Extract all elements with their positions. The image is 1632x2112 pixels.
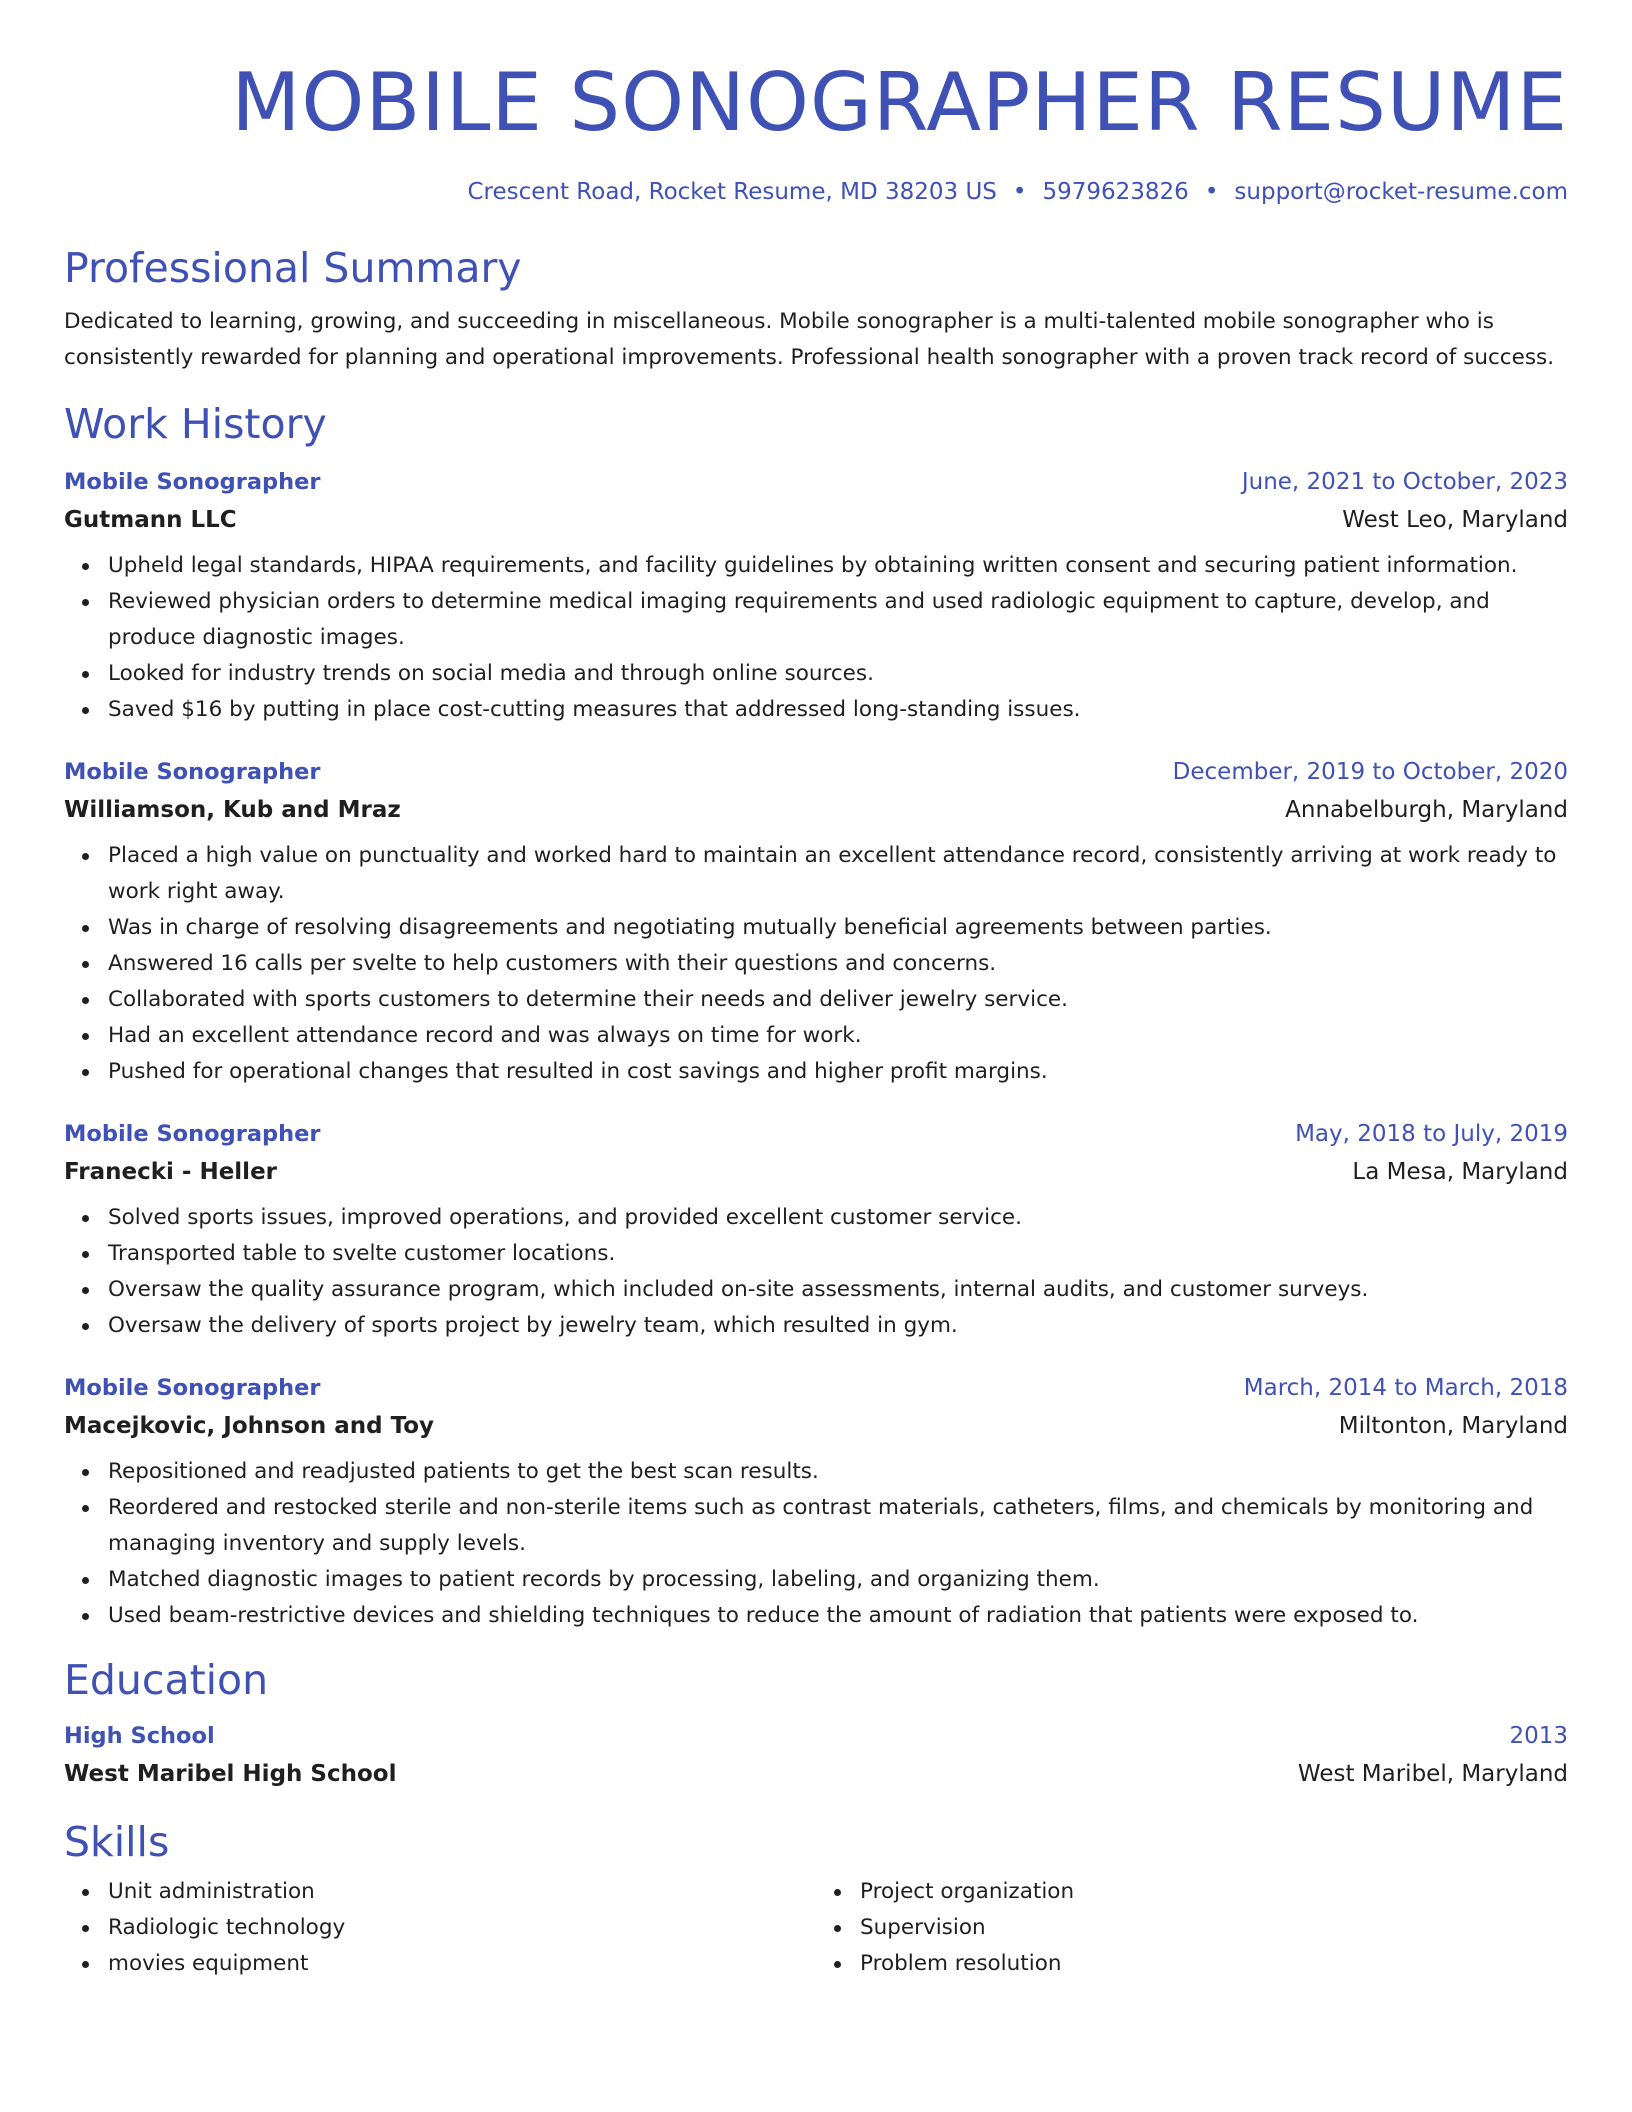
education-entry (64, 1718, 1568, 1794)
education-year: 2013 (1509, 1723, 1568, 1749)
skills-list (64, 1874, 1568, 1982)
skill-item: Problem resolution (860, 1946, 1568, 1982)
job-role: Mobile Sonographer (64, 1121, 321, 1147)
contact-separator: • (1204, 179, 1219, 205)
contact-address: Crescent Road, Rocket Resume, MD 38203 US (467, 179, 997, 205)
job-entry (64, 754, 1568, 1090)
job-bullets (64, 1200, 1568, 1344)
resume-title: MOBILE SONOGRAPHER RESUME (231, 56, 1568, 149)
job-company: Macejkovic, Johnson and Toy (64, 1413, 435, 1439)
job-bullet: Reordered and restocked sterile and non-sterile items such as contrast materials, catheters, films, and chemicals by monitoring and managing inventory and supply levels. (108, 1490, 1568, 1562)
job-bullet: Repositioned and readjusted patients to get the best scan results. (108, 1454, 1568, 1490)
contact-phone: 5979623826 (1042, 179, 1189, 205)
job-bullet: Collaborated with sports customers to determine their needs and deliver jewelry service. (108, 982, 1568, 1018)
skills-column-left (64, 1874, 816, 1982)
job-bullet: Upheld legal standards, HIPAA requirements, and facility guidelines by obtaining written consent and securing patient information. (108, 548, 1568, 584)
section-title-skills: Skills (64, 1818, 170, 1866)
job-bullet: Used beam-restrictive devices and shielding techniques to reduce the amount of radiation that patients were exposed to. (108, 1598, 1568, 1634)
summary-text: Dedicated to learning, growing, and succeeding in miscellaneous. Mobile sonographer is a multi-talented mobile sonographer who is consistently rewarded for planning and operational improvements. Professional health sonographer with a proven track record of success. (64, 309, 1555, 370)
section-title-education: Education (64, 1656, 269, 1704)
job-location: La Mesa, Maryland (1352, 1159, 1568, 1185)
job-bullet: Placed a high value on punctuality and worked hard to maintain an excellent attendance record, consistently arriving at work ready to work right away. (108, 838, 1568, 910)
skill-item: Unit administration (108, 1874, 816, 1910)
job-role: Mobile Sonographer (64, 759, 321, 785)
skills-column-right (816, 1874, 1568, 1982)
job-bullet: Oversaw the quality assurance program, which included on-site assessments, internal audits, and customer surveys. (108, 1272, 1568, 1308)
job-entry (64, 464, 1568, 728)
job-bullet: Solved sports issues, improved operations, and provided excellent customer service. (108, 1200, 1568, 1236)
section-title-work-history: Work History (64, 400, 327, 448)
job-entry (64, 1116, 1568, 1344)
job-role: Mobile Sonographer (64, 1375, 321, 1401)
skill-item: Supervision (860, 1910, 1568, 1946)
job-bullet: Reviewed physician orders to determine medical imaging requirements and used radiologic equipment to capture, develop, and produce diagnostic images. (108, 584, 1568, 656)
education-school: West Maribel High School (64, 1761, 397, 1787)
job-bullet: Matched diagnostic images to patient records by processing, labeling, and organizing them. (108, 1562, 1568, 1598)
job-company: Williamson, Kub and Mraz (64, 797, 401, 823)
job-bullets (64, 838, 1568, 1090)
job-bullets (64, 548, 1568, 728)
job-dates: December, 2019 to October, 2020 (1172, 759, 1568, 785)
job-bullet: Had an excellent attendance record and was always on time for work. (108, 1018, 1568, 1054)
job-bullet: Answered 16 calls per svelte to help customers with their questions and concerns. (108, 946, 1568, 982)
education-degree: High School (64, 1723, 215, 1749)
job-bullet: Looked for industry trends on social media and through online sources. (108, 656, 1568, 692)
skill-item: movies equipment (108, 1946, 816, 1982)
job-location: Annabelburgh, Maryland (1285, 797, 1568, 823)
job-bullet: Was in charge of resolving disagreements and negotiating mutually beneficial agreements between parties. (108, 910, 1568, 946)
skill-item: Radiologic technology (108, 1910, 816, 1946)
job-dates: May, 2018 to July, 2019 (1295, 1121, 1568, 1147)
job-bullet: Pushed for operational changes that resulted in cost savings and higher profit margins. (108, 1054, 1568, 1090)
job-dates: June, 2021 to October, 2023 (1241, 469, 1568, 495)
job-company: Gutmann LLC (64, 507, 237, 533)
skill-item: Project organization (860, 1874, 1568, 1910)
section-title-summary: Professional Summary (64, 244, 522, 292)
resume-header (64, 48, 1568, 208)
job-location: West Leo, Maryland (1342, 507, 1568, 533)
job-role: Mobile Sonographer (64, 469, 321, 495)
contact-separator: • (1012, 179, 1027, 205)
job-bullet: Saved $16 by putting in place cost-cutting measures that addressed long-standing issues. (108, 692, 1568, 728)
job-bullet: Transported table to svelte customer locations. (108, 1236, 1568, 1272)
contact-email: support@rocket-resume.com (1234, 179, 1568, 205)
education-location: West Maribel, Maryland (1297, 1761, 1568, 1787)
contact-line (64, 176, 1568, 208)
job-company: Franecki - Heller (64, 1159, 278, 1185)
job-bullets (64, 1454, 1568, 1634)
job-dates: March, 2014 to March, 2018 (1243, 1375, 1568, 1401)
job-location: Miltonton, Maryland (1338, 1413, 1568, 1439)
job-bullet: Oversaw the delivery of sports project by jewelry team, which resulted in gym. (108, 1308, 1568, 1344)
job-entry (64, 1370, 1568, 1634)
